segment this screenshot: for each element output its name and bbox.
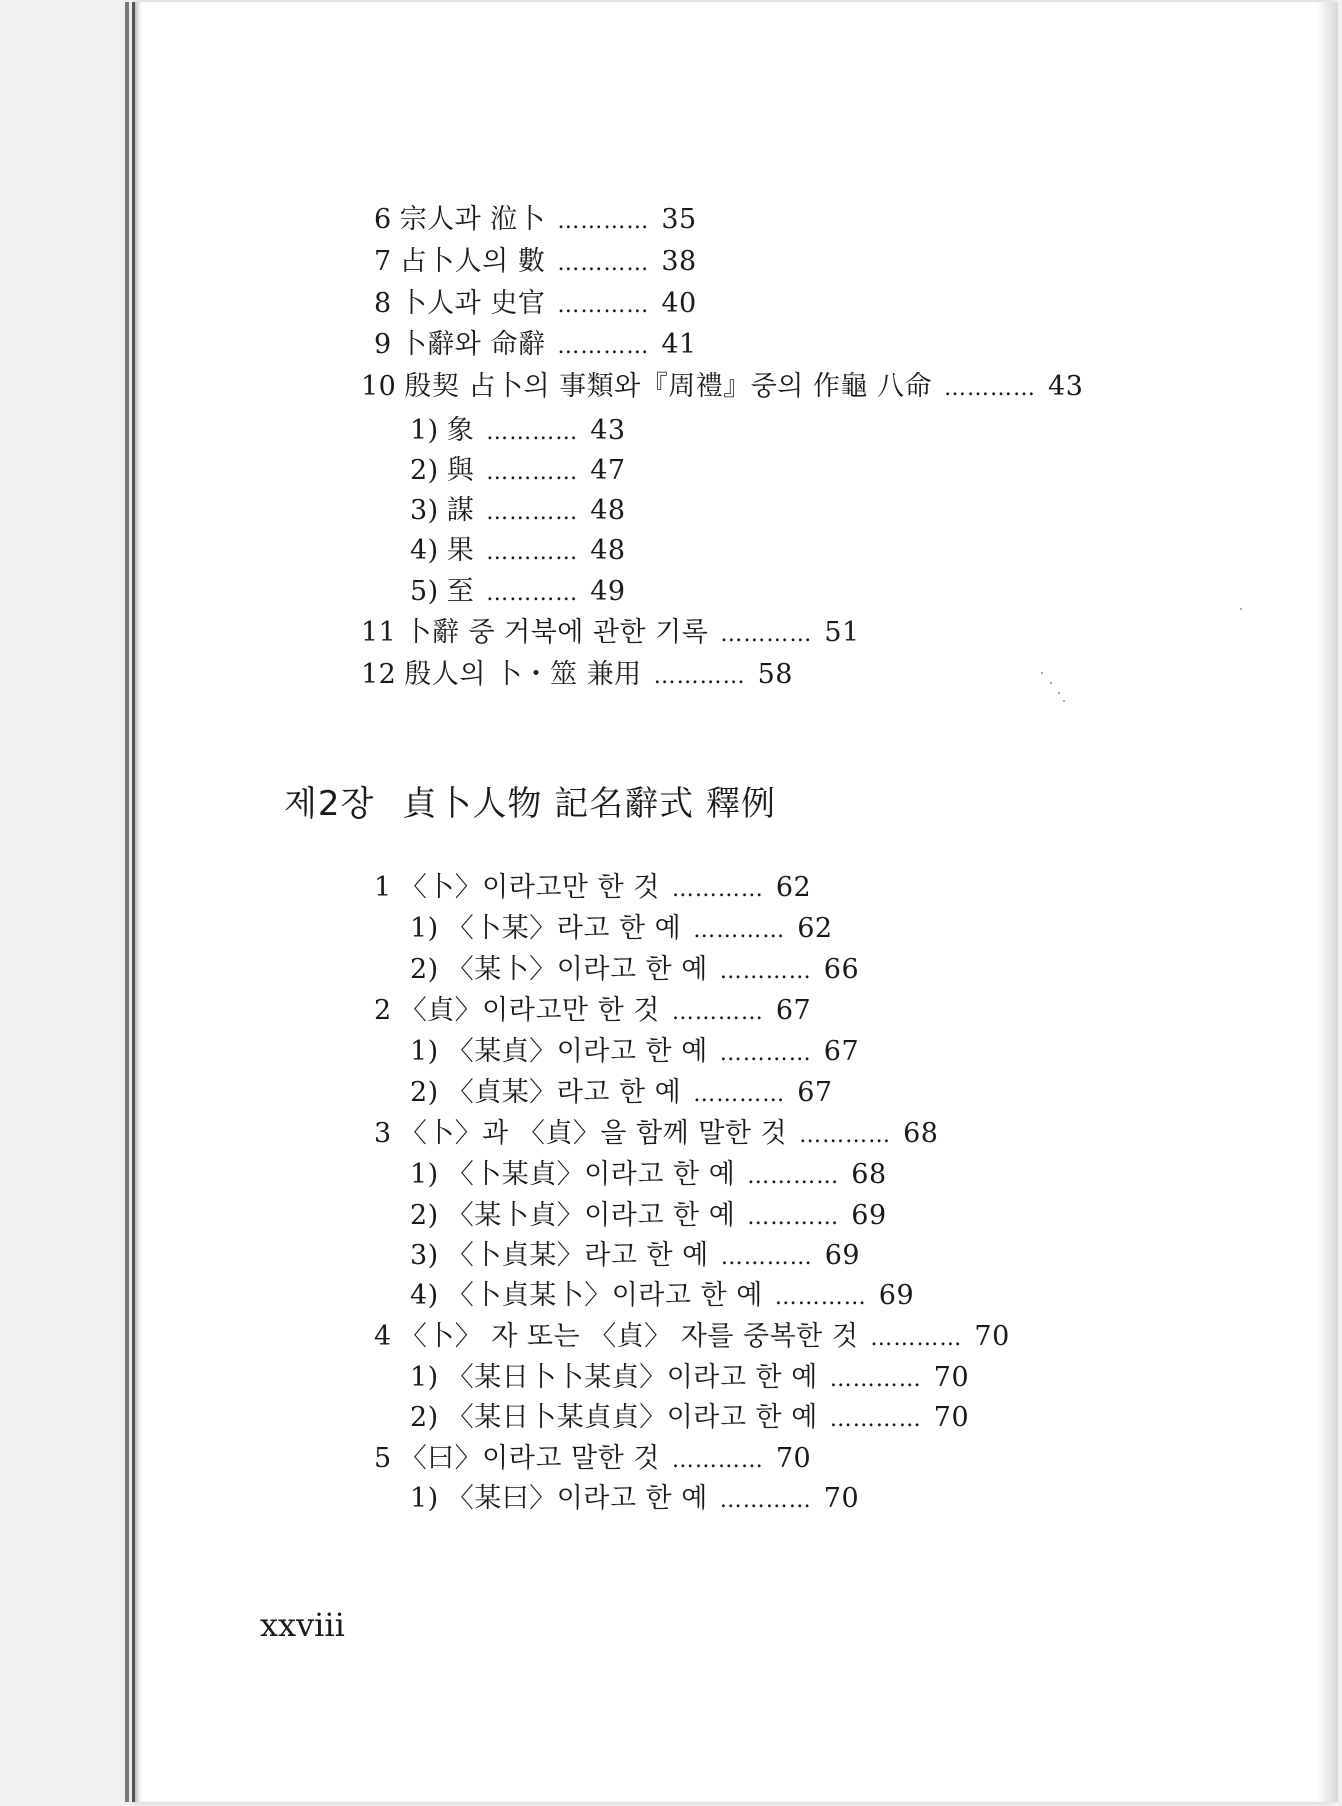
entry-page: 67 [797,1077,833,1108]
entry-number: 1) [410,415,439,446]
dot-leader: ………… [486,540,579,565]
entry-title: 卜人과 史官 [399,288,546,319]
toc-subentry [410,575,626,611]
entry-number: 3 [374,1118,392,1149]
entry-number: 9 [374,329,392,360]
entry-title: 殷人의 卜・筮 兼用 [404,659,642,690]
entry-number: 5 [374,1443,392,1474]
dot-leader: ………… [486,420,579,445]
entry-page: 35 [661,204,697,235]
entry-number: 1 [374,872,392,903]
toc-entry [361,616,860,652]
toc-subentry [410,1482,859,1518]
entry-number: 3) [410,1240,439,1271]
entry-title: 〈貞某〉라고 한 예 [446,1077,682,1108]
entry-number: 2) [410,954,439,985]
entry-title: 〈某貞〉이라고 한 예 [446,1036,708,1067]
dot-leader: ………… [557,251,650,276]
toc-entry [374,287,697,323]
toc-subentry [410,414,626,450]
entry-page: 38 [661,246,697,277]
toc-subentry [410,534,626,570]
entry-title: 〈卜貞某〉라고 한 예 [446,1240,709,1271]
toc-subentry [410,1279,914,1315]
dot-leader: ………… [557,209,650,234]
dot-leader: ………… [719,959,812,984]
dot-leader: ………… [720,622,813,647]
dot-leader: ………… [799,1123,892,1148]
entry-title: 〈某卜〉이라고 한 예 [446,954,708,985]
entry-title: 〈某曰〉이라고 한 예 [446,1483,708,1514]
entry-page: 67 [823,1036,860,1067]
entry-page: 66 [823,954,860,985]
entry-number: 12 [361,659,397,690]
toc-subentry [410,1239,860,1275]
chapter-heading [284,776,776,825]
entry-page: 43 [590,415,626,446]
entry-title: 〈卜貞某卜〉이라고 한 예 [446,1280,763,1311]
entry-number: 8 [374,288,392,319]
entry-number: 2) [410,1402,439,1433]
entry-page: 68 [903,1118,939,1149]
entry-page: 70 [823,1483,860,1514]
dot-leader: ………… [944,376,1037,401]
entry-title: 〈卜〉이라고만 한 것 [399,872,660,903]
dot-leader: ………… [747,1205,840,1230]
dot-leader: ………… [557,293,650,318]
entry-page: 69 [824,1240,861,1271]
entry-number: 1) [410,1362,439,1393]
toc-subentry [410,1158,887,1194]
entry-page: 49 [590,576,626,607]
entry-page: 47 [590,455,626,486]
entry-number: 2) [410,1077,439,1108]
entry-title: 卜辭와 命辭 [399,329,546,360]
dot-leader: ………… [829,1367,922,1392]
toc-entry [374,871,811,907]
toc-entry [374,1320,1010,1356]
entry-page: 43 [1048,371,1084,402]
entry-page: 58 [757,659,793,690]
entry-page: 70 [775,1443,812,1474]
entry-title: 〈卜〉과 〈貞〉을 함께 말한 것 [399,1118,788,1149]
toc-entry [374,245,697,281]
toc-entry [374,328,697,364]
dot-leader: ………… [557,334,650,359]
entry-title: 〈某日卜卜某貞〉이라고 한 예 [446,1362,818,1393]
entry-page: 62 [797,913,833,944]
dot-leader: ………… [720,1245,813,1270]
entry-number: 5) [410,576,439,607]
dot-leader: ………… [693,918,786,943]
toc-entry [374,994,811,1030]
entry-number: 1) [410,1159,439,1190]
entry-page: 40 [661,288,697,319]
entry-number: 2) [410,1200,439,1231]
entry-page: 51 [824,617,860,648]
entry-number: 1) [410,913,439,944]
entry-number: 3) [410,495,439,526]
toc-subentry [410,1361,969,1397]
entry-title: 果 [446,535,475,566]
toc-subentry [410,953,859,989]
entry-title: 〈某卜貞〉이라고 한 예 [446,1200,736,1231]
entry-page: 68 [851,1159,887,1190]
entry-title: 〈某日卜某貞貞〉이라고 한 예 [446,1402,818,1433]
page-number: xxviii [260,1606,345,1644]
entry-title: 〈卜某貞〉이라고 한 예 [446,1159,736,1190]
dot-leader: ………… [719,1041,812,1066]
dot-leader: ………… [671,1448,764,1473]
entry-page: 62 [775,872,812,903]
dot-leader: ………… [693,1082,786,1107]
toc-subentry [410,1401,969,1437]
entry-title: 〈曰〉이라고 말한 것 [399,1443,660,1474]
entry-number: 11 [361,617,397,648]
entry-title: 〈卜〉 자 또는 〈貞〉 자를 중복한 것 [399,1321,859,1352]
dot-leader: ………… [671,1000,764,1025]
toc-entry [361,370,1083,406]
chapter-title: 貞卜人物 記名辭式 釋例 [402,784,776,824]
dot-leader: ………… [870,1326,963,1351]
dot-leader: ………… [774,1285,867,1310]
entry-title: 〈貞〉이라고만 한 것 [399,995,660,1026]
entry-page: 67 [775,995,812,1026]
dot-leader: ………… [671,877,764,902]
entry-number: 4 [374,1321,392,1352]
dot-leader: ………… [486,581,579,606]
entry-page: 70 [933,1402,970,1433]
entry-number: 10 [361,371,397,402]
toc-subentry [410,1199,887,1235]
entry-title: 〈卜某〉라고 한 예 [446,913,682,944]
entry-number: 7 [374,246,392,277]
entry-number: 4) [410,1280,439,1311]
toc-subentry [410,912,833,948]
entry-page: 41 [661,329,697,360]
toc-entry [361,658,793,694]
toc-entry [374,1442,811,1478]
entry-number: 4) [410,535,439,566]
entry-page: 48 [590,495,626,526]
entry-title: 殷契 占卜의 事類와『周禮』중의 作龜 八命 [404,371,933,402]
entry-title: 卜辭 중 거북에 관한 기록 [404,617,709,648]
toc-entry [374,203,697,239]
toc-subentry [410,1035,859,1071]
dot-leader: ………… [653,664,746,689]
entry-number: 6 [374,204,392,235]
entry-number: 2 [374,995,392,1026]
entry-title: 象 [446,415,475,446]
entry-title: 占卜人의 數 [399,246,546,277]
entry-number: 2) [410,455,439,486]
toc-subentry [410,454,626,490]
dot-leader: ………… [747,1164,840,1189]
entry-page: 48 [590,535,626,566]
chapter-label: 제2장 [284,784,375,824]
entry-title: 謀 [446,495,475,526]
dot-leader: ………… [829,1407,922,1432]
entry-number: 1) [410,1036,439,1067]
entry-page: 70 [933,1362,970,1393]
dot-leader: ………… [719,1488,812,1513]
entry-page: 69 [878,1280,915,1311]
entry-title: 至 [446,576,475,607]
entry-page: 69 [851,1200,887,1231]
entry-title: 宗人과 涖卜 [399,204,546,235]
dot-leader: ………… [486,500,579,525]
entry-title: 與 [446,455,475,486]
toc-entry [374,1117,938,1153]
entry-page: 70 [974,1321,1010,1352]
toc-subentry [410,494,626,530]
toc-subentry [410,1076,833,1112]
entry-number: 1) [410,1483,439,1514]
dot-leader: ………… [486,460,579,485]
